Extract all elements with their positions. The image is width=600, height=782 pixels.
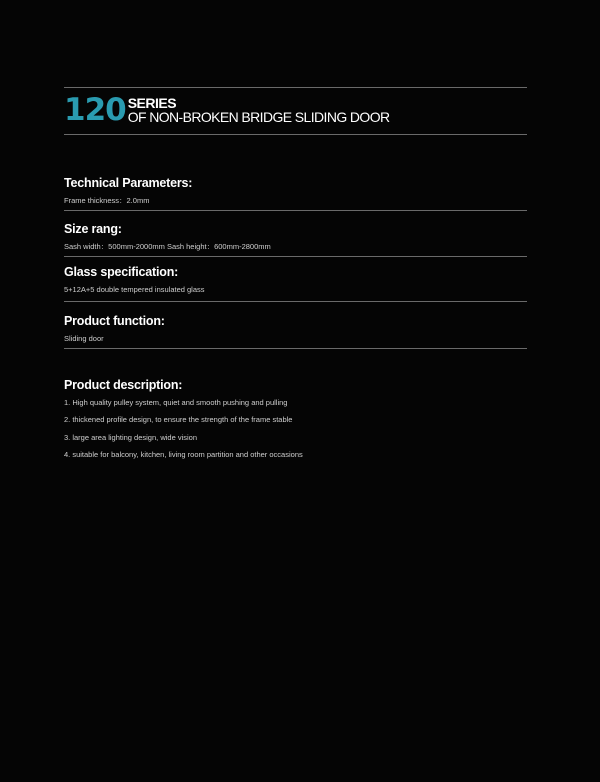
series-title-block (128, 97, 390, 124)
description-item: 4. suitable for balcony, kitchen, living room partition and other occasions (64, 450, 303, 459)
section-divider (64, 210, 527, 211)
series-number: 120 (64, 92, 126, 128)
series-subtitle: OF NON-BROKEN BRIDGE SLIDING DOOR (127, 109, 390, 125)
section-title: Product function: (64, 314, 165, 328)
section-divider (64, 301, 527, 302)
section-glass-specification (64, 264, 527, 295)
section-title: Glass specification: (64, 265, 179, 279)
section-title: Size rang: (64, 222, 122, 236)
section-divider (64, 348, 527, 349)
description-item: 1. High quality pulley system, quiet and smooth pushing and pulling (64, 398, 288, 407)
section-title: Product description: (64, 378, 183, 392)
header-bottom-rule (64, 134, 527, 135)
section-technical-parameters (64, 175, 527, 206)
section-divider (64, 256, 527, 257)
section-product-function (64, 313, 527, 344)
page-header (64, 92, 390, 128)
section-text: Frame thickness：2.0mm (64, 196, 150, 205)
description-item: 2. thickened profile design, to ensure the strength of the frame stable (64, 415, 293, 424)
section-text: Sash width：500mm-2000mm Sash height：600mm-2800mm (64, 242, 271, 251)
series-label: SERIES (127, 95, 177, 111)
section-size-range (64, 221, 527, 252)
section-product-description (64, 377, 527, 393)
top-rule (64, 87, 527, 88)
section-title: Technical Parameters: (64, 176, 193, 190)
description-item: 3. large area lighting design, wide vision (64, 433, 197, 442)
section-text: Sliding door (64, 334, 104, 343)
section-text: 5+12A+5 double tempered insulated glass (64, 285, 205, 294)
